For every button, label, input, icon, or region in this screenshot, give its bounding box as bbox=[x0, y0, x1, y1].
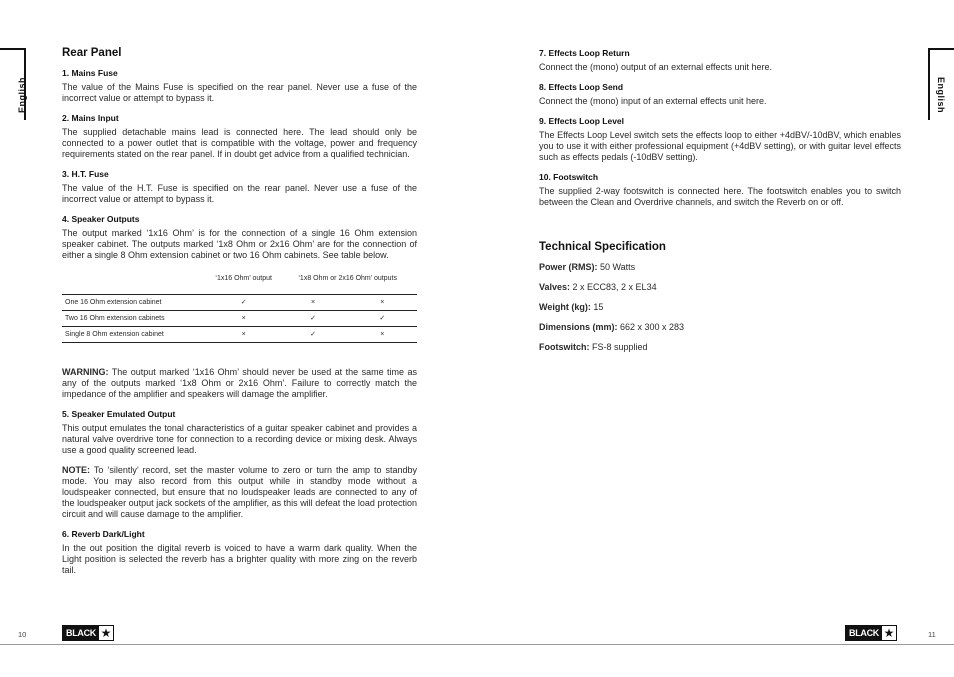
section-body: The value of the Mains Fuse is specified on the rear panel. Never use a fuse of the incorrect value or attempt to bypass it. bbox=[62, 82, 417, 103]
table-cell: × bbox=[209, 311, 278, 327]
page-title: Rear Panel bbox=[62, 47, 122, 59]
section-heading: 4. Speaker Outputs bbox=[62, 214, 140, 224]
spec-item: Weight (kg): 15 bbox=[539, 302, 604, 312]
left-content bbox=[62, 48, 417, 585]
section-heading: 8. Effects Loop Send bbox=[539, 82, 624, 92]
spec-item: Footswitch: FS-8 supplied bbox=[539, 342, 648, 352]
section-footswitch bbox=[539, 172, 901, 208]
star-icon: ★ bbox=[100, 626, 112, 640]
footer-rule bbox=[0, 644, 477, 645]
table-row-label: Two 16 Ohm extension cabinets bbox=[62, 311, 209, 327]
section-ht-fuse bbox=[62, 169, 417, 205]
section-body: The supplied 2-way footswitch is connected here. The footswitch enables you to switch between the Clean and Overdrive channels, and switch the Reverb on or off. bbox=[539, 186, 901, 207]
section-mains-input bbox=[62, 113, 417, 160]
speaker-output-table bbox=[62, 273, 417, 343]
warning-paragraph bbox=[62, 367, 417, 400]
section-body: The output marked ‘1x16 Ohm’ is for the connection of a single 16 Ohm extension speaker cabinet. The outputs marked ‘1x8 Ohm or 2x16 Ohm’ are for the connection of either a single 8 Ohm extension cabinet or two 16 Ohm cabinets. See table below. bbox=[62, 228, 417, 260]
spec-title: Technical Specification bbox=[539, 241, 666, 253]
section-body: The value of the H.T. Fuse is specified on the rear panel. Never use a fuse of the incorrect value or attempt to bypass it. bbox=[62, 183, 417, 204]
section-heading: 1. Mains Fuse bbox=[62, 68, 118, 78]
section-body: Connect the (mono) input of an external effects unit here. bbox=[539, 96, 767, 106]
spec-item: Power (RMS): 50 Watts bbox=[539, 262, 636, 272]
section-heading: 10. Footswitch bbox=[539, 172, 599, 182]
section-heading: 3. H.T. Fuse bbox=[62, 169, 109, 179]
right-content bbox=[539, 48, 901, 362]
tab-marker-line bbox=[928, 48, 930, 120]
right-page bbox=[477, 0, 954, 677]
section-heading: 5. Speaker Emulated Output bbox=[62, 409, 176, 419]
note-text: To ‘silently’ record, set the master volume to zero or turn the amp to standby mode. You may also record from this output while in standby mode without a loudspeaker connected, but ensure that no loudspeaker leads are connected to any of the loudspeaker output jack sockets of the amplifier, as this will defeat the load protection circuit and will cause damage to the amplifier. bbox=[62, 465, 417, 519]
side-language-label: English bbox=[17, 76, 28, 114]
section-speaker-outputs bbox=[62, 214, 417, 261]
page-number: 11 bbox=[928, 630, 936, 639]
warning-label: WARNING: bbox=[62, 367, 109, 377]
table-row-label: Single 8 Ohm extension cabinet bbox=[62, 327, 209, 343]
section-heading: 6. Reverb Dark/Light bbox=[62, 529, 145, 539]
table-header: ‘1x16 Ohm’ output bbox=[215, 275, 272, 282]
table-cell: × bbox=[348, 295, 417, 311]
tab-marker bbox=[0, 48, 26, 50]
logo-text: BLACK bbox=[63, 626, 99, 640]
section-effects-level bbox=[539, 116, 901, 163]
warning-text: The output marked ‘1x16 Ohm’ should never be used at the same time as any of the outputs marked ‘1x8 Ohm or 2x16 Ohm’. Failure to correctly match the impedance of the amplifier and speakers will damage the amplifier. bbox=[62, 367, 417, 399]
table-cell: × bbox=[209, 327, 278, 343]
section-reverb bbox=[62, 529, 417, 576]
page-number: 10 bbox=[18, 630, 27, 639]
section-mains-fuse bbox=[62, 68, 417, 104]
note-paragraph bbox=[62, 465, 417, 520]
section-effects-send bbox=[539, 82, 901, 107]
black-star-logo bbox=[845, 625, 897, 641]
spec-item: Dimensions (mm): 662 x 300 x 283 bbox=[539, 322, 685, 332]
table-row bbox=[62, 311, 417, 327]
table-header: ‘1x8 Ohm or 2x16 Ohm’ outputs bbox=[298, 275, 397, 282]
section-effects-return bbox=[539, 48, 901, 73]
star-icon: ★ bbox=[883, 626, 895, 640]
note-label: NOTE: bbox=[62, 465, 90, 475]
footer-rule bbox=[477, 644, 954, 645]
side-language-label: English bbox=[936, 76, 947, 114]
table-cell: ✓ bbox=[278, 327, 347, 343]
table-cell: ✓ bbox=[348, 311, 417, 327]
table-row bbox=[62, 327, 417, 343]
section-body: The supplied detachable mains lead is connected here. The lead should only be connected to a power outlet that is compatible with the voltage, power and frequency requirements stated on the rear panel. If in doubt get advice from a qualified technician. bbox=[62, 127, 417, 159]
section-body: Connect the (mono) output of an external effects unit here. bbox=[539, 62, 772, 72]
spec-item: Valves: 2 x ECC83, 2 x EL34 bbox=[539, 282, 657, 292]
section-speaker-emulated bbox=[62, 409, 417, 456]
section-body: The Effects Loop Level switch sets the effects loop to either +4dBV/-10dBV, which enables you to use it with either professional equipment (+4dBV setting), or with guitar level effects such as effects pedals (-10dBV setting). bbox=[539, 130, 901, 162]
section-heading: 2. Mains Input bbox=[62, 113, 119, 123]
table-cell: × bbox=[348, 327, 417, 343]
black-star-logo bbox=[62, 625, 114, 641]
table-row-label: One 16 Ohm extension cabinet bbox=[62, 295, 209, 311]
table-cell: ✓ bbox=[209, 295, 278, 311]
table-cell: × bbox=[278, 295, 347, 311]
section-body: This output emulates the tonal characteristics of a guitar speaker cabinet and provides a natural valve overdrive tone for connection to a recording device or mixing desk. Always use a good quality screened lead. bbox=[62, 423, 417, 455]
table-row bbox=[62, 295, 417, 311]
section-heading: 7. Effects Loop Return bbox=[539, 48, 630, 58]
section-body: In the out position the digital reverb is voiced to have a warm dark quality. When the Light position is selected the reverb has a brighter quality with more zing on the reverb tail. bbox=[62, 543, 417, 575]
tab-marker bbox=[928, 48, 954, 50]
logo-text: BLACK bbox=[846, 626, 882, 640]
table-cell: ✓ bbox=[278, 311, 347, 327]
section-heading: 9. Effects Loop Level bbox=[539, 116, 625, 126]
